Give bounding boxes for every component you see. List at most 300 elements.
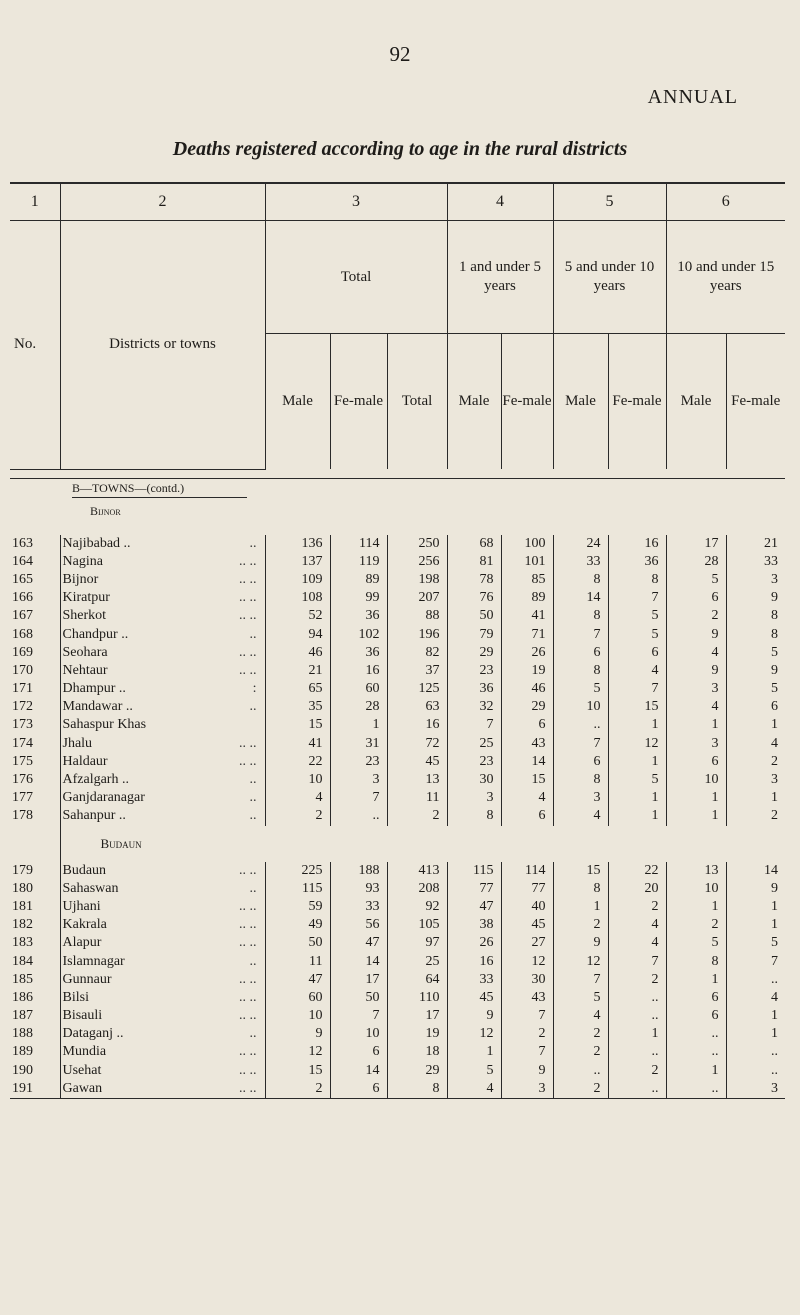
value-cell: 45 xyxy=(447,989,501,1007)
town-name-cell xyxy=(60,971,265,989)
town-name-cell xyxy=(60,553,265,571)
town-name: Seohara xyxy=(62,644,108,660)
value-cell: 2 xyxy=(726,807,785,825)
age-1-5-female-header: Fe-male xyxy=(501,334,553,470)
value-cell: 8 xyxy=(666,952,726,970)
value-cell: 109 xyxy=(265,571,330,589)
row-number: 185 xyxy=(12,971,33,987)
value-cell: 2 xyxy=(608,971,666,989)
value-cell: 14 xyxy=(330,1062,387,1080)
value-cell: 3 xyxy=(666,735,726,753)
value-cell: 97 xyxy=(387,934,447,952)
value-cell: 4 xyxy=(608,934,666,952)
value-cell: 4 xyxy=(553,807,608,825)
value-cell: 250 xyxy=(387,535,447,553)
town-name-cell xyxy=(60,862,265,880)
town-name: Sahaspur Khas xyxy=(62,717,147,733)
value-cell: 14 xyxy=(726,862,785,880)
value-cell: 17 xyxy=(666,535,726,553)
value-cell: 114 xyxy=(501,862,553,880)
dot-leader: .. .. xyxy=(239,1062,257,1078)
value-cell: 7 xyxy=(726,952,785,970)
value-cell: 198 xyxy=(387,571,447,589)
value-cell: 6 xyxy=(608,644,666,662)
value-cell: 8 xyxy=(447,807,501,825)
value-cell: 47 xyxy=(330,934,387,952)
town-name: Islamnagar xyxy=(62,953,125,969)
value-cell: 110 xyxy=(387,989,447,1007)
page-number: 92 xyxy=(389,42,411,66)
table-row xyxy=(10,662,785,680)
total-female-header: Fe-male xyxy=(330,334,387,470)
value-cell: 64 xyxy=(387,971,447,989)
row-number: 179 xyxy=(12,862,33,878)
row-number: 173 xyxy=(12,717,33,733)
town-name: Chandpur .. xyxy=(62,626,129,642)
value-cell: 35 xyxy=(265,698,330,716)
value-cell: 7 xyxy=(553,735,608,753)
value-cell: 79 xyxy=(447,625,501,643)
value-cell: 12 xyxy=(447,1025,501,1043)
town-name: Bisauli xyxy=(62,1008,103,1024)
value-cell: 89 xyxy=(330,571,387,589)
table-row xyxy=(10,1025,785,1043)
dot-leader: .. xyxy=(249,626,257,642)
district-heading-budaun: Budaun xyxy=(60,826,265,862)
value-cell: 9 xyxy=(726,880,785,898)
value-cell: 59 xyxy=(265,898,330,916)
value-cell: 49 xyxy=(265,916,330,934)
value-cell: 76 xyxy=(447,589,501,607)
value-cell: 50 xyxy=(447,607,501,625)
table-row xyxy=(10,553,785,571)
column-number-5: 5 xyxy=(553,183,666,221)
town-name-cell xyxy=(60,698,265,716)
table-row xyxy=(10,571,785,589)
town-name: Haldaur xyxy=(62,753,108,769)
value-cell: 6 xyxy=(501,716,553,734)
dot-leader: .. .. xyxy=(239,862,257,878)
row-number: 180 xyxy=(12,880,33,896)
value-cell: 22 xyxy=(265,753,330,771)
value-cell: 41 xyxy=(501,607,553,625)
table-row xyxy=(10,625,785,643)
value-cell: 38 xyxy=(447,916,501,934)
town-name: Kiratpur xyxy=(62,590,110,606)
value-cell: 1 xyxy=(726,898,785,916)
dot-leader: .. .. xyxy=(239,989,257,1005)
value-cell: 1 xyxy=(608,807,666,825)
town-name-cell xyxy=(60,644,265,662)
value-cell: 115 xyxy=(265,880,330,898)
value-cell: 99 xyxy=(330,589,387,607)
row-number: 184 xyxy=(12,953,33,969)
value-cell: 71 xyxy=(501,625,553,643)
dot-leader: .. .. xyxy=(239,590,257,606)
table-row xyxy=(10,934,785,952)
value-cell: 2 xyxy=(553,1080,608,1099)
value-cell: .. xyxy=(330,807,387,825)
value-cell: 4 xyxy=(726,735,785,753)
value-cell: 1 xyxy=(666,898,726,916)
value-cell: 3 xyxy=(447,789,501,807)
table-row xyxy=(10,789,785,807)
value-cell: 2 xyxy=(666,916,726,934)
value-cell: 5 xyxy=(666,571,726,589)
value-cell: 5 xyxy=(726,644,785,662)
value-cell: 1 xyxy=(330,716,387,734)
value-cell: 2 xyxy=(553,1025,608,1043)
town-name-cell xyxy=(60,789,265,807)
town-name: Ujhani xyxy=(62,898,101,914)
value-cell: 8 xyxy=(387,1080,447,1099)
age-1-5-male-header: Male xyxy=(447,334,501,470)
value-cell: 27 xyxy=(501,934,553,952)
column-number-3: 3 xyxy=(265,183,447,221)
value-cell: 72 xyxy=(387,735,447,753)
value-cell: 8 xyxy=(608,571,666,589)
value-cell: 3 xyxy=(553,789,608,807)
row-number: 182 xyxy=(12,917,33,933)
value-cell: 8 xyxy=(553,880,608,898)
row-number: 171 xyxy=(12,681,33,697)
town-name: Sahaswan xyxy=(62,880,119,896)
table-row xyxy=(10,680,785,698)
value-cell: 10 xyxy=(553,698,608,716)
row-number: 181 xyxy=(12,898,33,914)
table-row xyxy=(10,1062,785,1080)
value-cell: 5 xyxy=(726,680,785,698)
value-cell: 7 xyxy=(553,971,608,989)
value-cell: 6 xyxy=(726,698,785,716)
value-cell: 2 xyxy=(501,1025,553,1043)
value-cell: 37 xyxy=(387,662,447,680)
district-heading-bijnor: Bijnor xyxy=(90,504,121,518)
town-name: Kakrala xyxy=(62,917,107,933)
value-cell: 8 xyxy=(553,571,608,589)
value-cell: 1 xyxy=(553,898,608,916)
dot-leader: .. .. xyxy=(239,917,257,933)
value-cell: 28 xyxy=(330,698,387,716)
value-cell: 9 xyxy=(666,662,726,680)
value-cell: 45 xyxy=(501,916,553,934)
dot-leader: .. .. xyxy=(239,935,257,951)
town-name-cell xyxy=(60,589,265,607)
row-number: 175 xyxy=(12,753,33,769)
value-cell: 33 xyxy=(553,553,608,571)
table-row xyxy=(10,735,785,753)
dot-leader: .. xyxy=(249,808,257,824)
value-cell: 2 xyxy=(726,753,785,771)
value-cell: 15 xyxy=(265,1062,330,1080)
value-cell: 12 xyxy=(501,952,553,970)
value-cell: 45 xyxy=(387,753,447,771)
row-number: 166 xyxy=(12,590,33,606)
column-group-row xyxy=(10,221,785,334)
value-cell: 4 xyxy=(265,789,330,807)
value-cell: 10 xyxy=(265,1007,330,1025)
value-cell: 207 xyxy=(387,589,447,607)
value-cell: 9 xyxy=(265,1025,330,1043)
value-cell: 16 xyxy=(447,952,501,970)
value-cell: 12 xyxy=(265,1043,330,1061)
value-cell: 26 xyxy=(447,934,501,952)
value-cell: 77 xyxy=(447,880,501,898)
value-cell: 7 xyxy=(501,1043,553,1061)
value-cell: 1 xyxy=(666,1062,726,1080)
value-cell: 4 xyxy=(553,1007,608,1025)
row-number: 188 xyxy=(12,1026,33,1042)
value-cell: 16 xyxy=(330,662,387,680)
value-cell: 2 xyxy=(265,807,330,825)
town-name: Gawan xyxy=(62,1080,103,1096)
value-cell: 208 xyxy=(387,880,447,898)
value-cell: 26 xyxy=(501,644,553,662)
value-cell: 1 xyxy=(608,716,666,734)
town-name: Sherkot xyxy=(62,608,107,624)
value-cell: 1 xyxy=(666,971,726,989)
value-cell: 7 xyxy=(501,1007,553,1025)
value-cell: 5 xyxy=(726,934,785,952)
town-name-cell xyxy=(60,753,265,771)
table-row xyxy=(10,753,785,771)
town-name-cell xyxy=(60,1007,265,1025)
town-name-cell xyxy=(60,662,265,680)
value-cell: 6 xyxy=(666,753,726,771)
value-cell: 14 xyxy=(330,952,387,970)
value-cell: 100 xyxy=(501,535,553,553)
dot-leader: .. .. xyxy=(239,662,257,678)
value-cell: 36 xyxy=(330,607,387,625)
row-number: 190 xyxy=(12,1062,33,1078)
table-row xyxy=(10,771,785,789)
town-name-cell xyxy=(60,680,265,698)
districts-header: Districts or towns xyxy=(60,221,265,470)
value-cell: 137 xyxy=(265,553,330,571)
value-cell: 19 xyxy=(501,662,553,680)
value-cell: 7 xyxy=(608,680,666,698)
value-cell: 9 xyxy=(553,934,608,952)
dot-leader: .. xyxy=(249,1026,257,1042)
age-5-10-female-header: Fe-male xyxy=(608,334,666,470)
deaths-by-age-table xyxy=(10,182,785,1101)
value-cell: 36 xyxy=(608,553,666,571)
dot-leader: .. xyxy=(249,953,257,969)
dot-leader: .. .. xyxy=(239,571,257,587)
total-male-header: Male xyxy=(265,334,330,470)
value-cell: 9 xyxy=(666,625,726,643)
value-cell: 29 xyxy=(447,644,501,662)
value-cell: 15 xyxy=(265,716,330,734)
value-cell: 29 xyxy=(387,1062,447,1080)
table-row xyxy=(10,1007,785,1025)
value-cell: 225 xyxy=(265,862,330,880)
value-cell: 13 xyxy=(387,771,447,789)
town-name-cell xyxy=(60,625,265,643)
dot-leader: .. xyxy=(249,772,257,788)
column-number-2: 2 xyxy=(60,183,265,221)
value-cell: 3 xyxy=(726,571,785,589)
value-cell: 94 xyxy=(265,625,330,643)
town-name: Nehtaur xyxy=(62,662,108,678)
table-row xyxy=(10,862,785,880)
value-cell: 2 xyxy=(666,607,726,625)
value-cell: 1 xyxy=(726,1025,785,1043)
value-cell: 1 xyxy=(608,1025,666,1043)
value-cell: 4 xyxy=(726,989,785,1007)
dot-leader: .. .. xyxy=(239,608,257,624)
age-5-10-male-header: Male xyxy=(553,334,608,470)
town-name-cell xyxy=(60,952,265,970)
value-cell: 5 xyxy=(553,680,608,698)
value-cell: 50 xyxy=(330,989,387,1007)
dot-leader: .. .. xyxy=(239,753,257,769)
value-cell: 11 xyxy=(265,952,330,970)
value-cell: 8 xyxy=(726,625,785,643)
section-title: B—TOWNS—(contd.) xyxy=(72,481,247,498)
town-name-cell xyxy=(60,880,265,898)
row-number: 191 xyxy=(12,1080,33,1096)
value-cell: 5 xyxy=(553,989,608,1007)
value-cell: 7 xyxy=(608,589,666,607)
row-number: 172 xyxy=(12,699,33,715)
value-cell: 6 xyxy=(666,589,726,607)
total-total-header: Total xyxy=(387,334,447,470)
town-name-cell xyxy=(60,716,265,734)
town-name-cell xyxy=(60,1062,265,1080)
value-cell: 16 xyxy=(387,716,447,734)
value-cell: 65 xyxy=(265,680,330,698)
value-cell: 6 xyxy=(666,989,726,1007)
value-cell: 33 xyxy=(726,553,785,571)
value-cell: 108 xyxy=(265,589,330,607)
value-cell: 43 xyxy=(501,735,553,753)
value-cell: 52 xyxy=(265,607,330,625)
value-cell: 1 xyxy=(726,916,785,934)
value-cell: 85 xyxy=(501,571,553,589)
value-cell: 1 xyxy=(726,716,785,734)
value-cell: 60 xyxy=(265,989,330,1007)
value-cell: 9 xyxy=(501,1062,553,1080)
town-name-cell xyxy=(60,1043,265,1061)
value-cell: 8 xyxy=(553,771,608,789)
table-row xyxy=(10,716,785,734)
value-cell: 4 xyxy=(608,916,666,934)
value-cell: 1 xyxy=(447,1043,501,1061)
value-cell: 47 xyxy=(265,971,330,989)
value-cell: 40 xyxy=(501,898,553,916)
value-cell: 15 xyxy=(553,862,608,880)
age-10-15-male-header: Male xyxy=(666,334,726,470)
value-cell: 7 xyxy=(330,789,387,807)
value-cell: .. xyxy=(666,1043,726,1061)
value-cell: 31 xyxy=(330,735,387,753)
value-cell: .. xyxy=(553,1062,608,1080)
table-row xyxy=(10,880,785,898)
value-cell: .. xyxy=(726,971,785,989)
value-cell: 4 xyxy=(666,644,726,662)
table-row xyxy=(10,1080,785,1099)
value-cell: 14 xyxy=(501,753,553,771)
value-cell: 33 xyxy=(330,898,387,916)
dot-leader: .. .. xyxy=(239,898,257,914)
value-cell: 17 xyxy=(330,971,387,989)
town-name-cell xyxy=(60,771,265,789)
row-number: 178 xyxy=(12,808,33,824)
value-cell: 5 xyxy=(447,1062,501,1080)
row-number: 174 xyxy=(12,735,33,751)
value-cell: 15 xyxy=(501,771,553,789)
row-number: 170 xyxy=(12,662,33,678)
value-cell: 41 xyxy=(265,735,330,753)
budaun-rows xyxy=(10,862,785,1099)
value-cell: 20 xyxy=(608,880,666,898)
town-name-cell xyxy=(60,934,265,952)
value-cell: 1 xyxy=(666,716,726,734)
table-caption: Deaths registered according to age in the rural districts xyxy=(172,138,628,160)
town-name-cell xyxy=(60,1080,265,1099)
value-cell: 88 xyxy=(387,607,447,625)
column-number-1: 1 xyxy=(10,183,60,221)
value-cell: 9 xyxy=(726,589,785,607)
dot-leader: .. .. xyxy=(239,1080,257,1096)
value-cell: 17 xyxy=(387,1007,447,1025)
value-cell: 11 xyxy=(387,789,447,807)
town-name: Alapur xyxy=(62,935,102,951)
total-group-header: Total xyxy=(265,221,447,334)
value-cell: 92 xyxy=(387,898,447,916)
value-cell: 1 xyxy=(726,1007,785,1025)
town-name-cell xyxy=(60,807,265,825)
bijnor-rows xyxy=(10,535,785,826)
table-row xyxy=(10,698,785,716)
dot-leader: .. .. xyxy=(239,1008,257,1024)
value-cell: 9 xyxy=(447,1007,501,1025)
value-cell: 4 xyxy=(666,698,726,716)
value-cell: 1 xyxy=(608,789,666,807)
town-name-cell xyxy=(60,571,265,589)
value-cell: 19 xyxy=(387,1025,447,1043)
dot-leader: .. xyxy=(249,535,257,551)
dot-leader: .. .. xyxy=(239,1044,257,1060)
row-number: 176 xyxy=(12,772,33,788)
header-rule xyxy=(10,469,785,478)
value-cell: 25 xyxy=(387,952,447,970)
no-header: No. xyxy=(10,221,60,470)
town-name: Bilsi xyxy=(62,989,89,1005)
table-row xyxy=(10,644,785,662)
value-cell: 25 xyxy=(447,735,501,753)
value-cell: 23 xyxy=(330,753,387,771)
row-number: 183 xyxy=(12,935,33,951)
value-cell: 7 xyxy=(330,1007,387,1025)
value-cell: 68 xyxy=(447,535,501,553)
town-name: Najibabad .. xyxy=(62,535,131,551)
value-cell: 1 xyxy=(666,807,726,825)
district-budaun-row xyxy=(10,826,785,862)
value-cell: 6 xyxy=(553,644,608,662)
town-name: Jhalu xyxy=(62,735,93,751)
district-bijnor-row xyxy=(10,501,785,523)
row-number: 189 xyxy=(12,1044,33,1060)
age-5-10-group-header: 5 and under 10 years xyxy=(553,221,666,334)
value-cell: 3 xyxy=(501,1080,553,1099)
value-cell: 5 xyxy=(608,607,666,625)
value-cell: 33 xyxy=(447,971,501,989)
value-cell: 125 xyxy=(387,680,447,698)
value-cell: .. xyxy=(608,1080,666,1099)
value-cell: .. xyxy=(666,1080,726,1099)
